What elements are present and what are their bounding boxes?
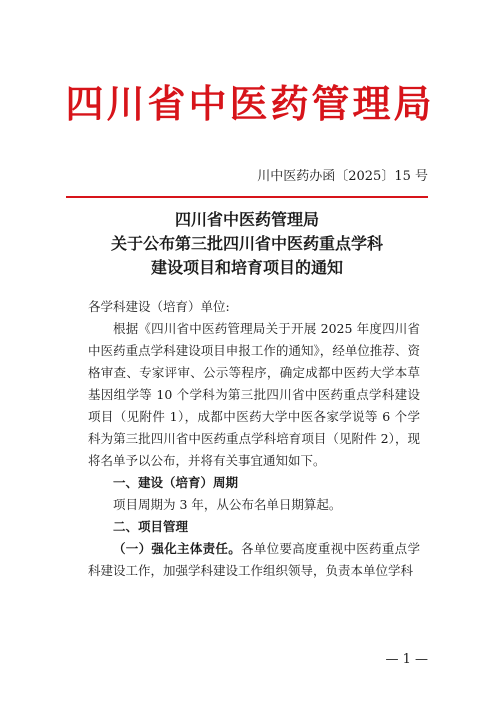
- masthead-title: 四川省中医药管理局: [65, 82, 435, 126]
- document-title: [66, 208, 428, 280]
- paragraph-period: 项目周期为 3 年，从公布名单日期算起。: [113, 497, 342, 512]
- paragraph-responsibility: [88, 538, 420, 582]
- document-number: 川中医药办函〔2025〕15 号: [257, 169, 428, 184]
- paragraph-intro: 根据《四川省中医药管理局关于开展 2025 年度四川省中医药重点学科建设项目申报工作的通知》，经单位推荐、资格审查、专家评审、公示等程序，确定成都中医药大学本草基因组学等 10 个学科为第三批四川省中医药重点学科建设项目（见附件 1），成都中医药大学中医各家学说等 6 个学科为第三批四川省中医药重点学科培育项目（见附件 2），现将名单予以公布，并将有关事宜通知如下。: [88, 321, 420, 468]
- title-line-1: 四川省中医药管理局: [174, 210, 319, 229]
- title-line-3: 建设项目和培育项目的通知: [150, 258, 343, 277]
- subsection-text: 各单位要高度重视中医药重点学科建设工作，加强学科建设工作组织领导，负责本单位学科: [88, 541, 420, 578]
- title-line-2: 关于公布第三批四川省中医药重点学科: [110, 234, 383, 253]
- section-heading-1: 一、建设（培育）周期: [113, 475, 239, 490]
- red-divider-line: [66, 196, 428, 198]
- document-body: [88, 296, 420, 582]
- subsection-label: （一）强化主体责任。: [113, 541, 242, 556]
- section-heading-2: 二、项目管理: [113, 519, 189, 534]
- salutation: 各学科建设（培育）单位:: [88, 299, 230, 314]
- page-number: — 1 —: [385, 652, 428, 667]
